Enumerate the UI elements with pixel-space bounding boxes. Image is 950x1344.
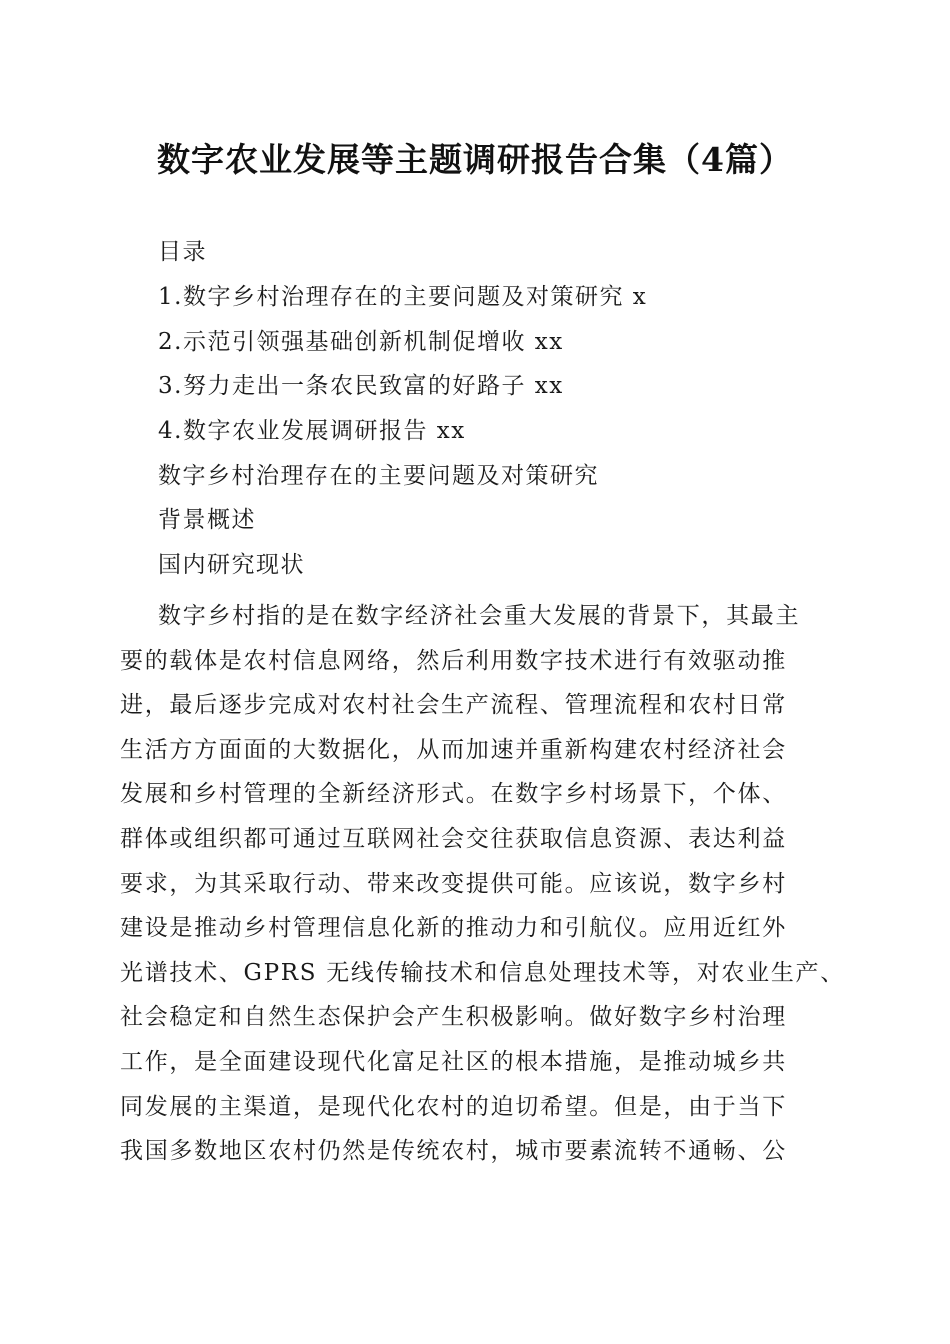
section-heading: 背景概述: [158, 507, 256, 533]
subsection-heading: 国内研究现状: [158, 552, 305, 578]
toc-item-1: 1.数字乡村治理存在的主要问题及对策研究 x: [158, 284, 648, 310]
toc-heading: 目录: [158, 239, 207, 265]
document-title: 数字农业发展等主题调研报告合集（4篇）: [157, 140, 793, 179]
paragraph-line: 要的载体是农村信息网络，然后利用数字技术进行有效驱动推: [120, 647, 787, 674]
paragraph-line: 生活方方面面的大数据化，从而加速并重新构建农村经济社会: [120, 736, 787, 763]
paragraph-line: 建设是推动乡村管理信息化新的推动力和引航仪。应用近红外: [120, 915, 787, 942]
paragraph-line: 光谱技术、GPRS 无线传输技术和信息处理技术等，对农业生产、: [120, 959, 845, 986]
toc-item-4: 4.数字农业发展调研报告 xx: [158, 418, 466, 444]
paragraph-line: 我国多数地区农村仍然是传统农村，城市要素流转不通畅、公: [120, 1138, 787, 1165]
paragraph-line: 同发展的主渠道，是现代化农村的迫切希望。但是，由于当下: [120, 1093, 787, 1120]
paragraph-line: 进，最后逐步完成对农村社会生产流程、管理流程和农村日常: [120, 692, 787, 719]
paragraph-line: 工作，是全面建设现代化富足社区的根本措施，是推动城乡共: [120, 1048, 787, 1075]
toc-item-3: 3.努力走出一条农民致富的好路子 xx: [158, 373, 564, 399]
paragraph-line: 数字乡村指的是在数字经济社会重大发展的背景下，其最主: [158, 603, 801, 629]
body-paragraph: [120, 594, 845, 1174]
paragraph-line: 要求，为其采取行动、带来改变提供可能。应该说，数字乡村: [120, 870, 787, 897]
toc-item-2: 2.示范引领强基础创新机制促增收 xx: [158, 329, 564, 355]
article-title: 数字乡村治理存在的主要问题及对策研究: [158, 463, 599, 489]
paragraph-line: 群体或组织都可通过互联网社会交往获取信息资源、表达利益: [120, 825, 787, 852]
paragraph-line: 发展和乡村管理的全新经济形式。在数字乡村场景下，个体、: [120, 781, 787, 808]
paragraph-line: 社会稳定和自然生态保护会产生积极影响。做好数字乡村治理: [120, 1004, 787, 1031]
